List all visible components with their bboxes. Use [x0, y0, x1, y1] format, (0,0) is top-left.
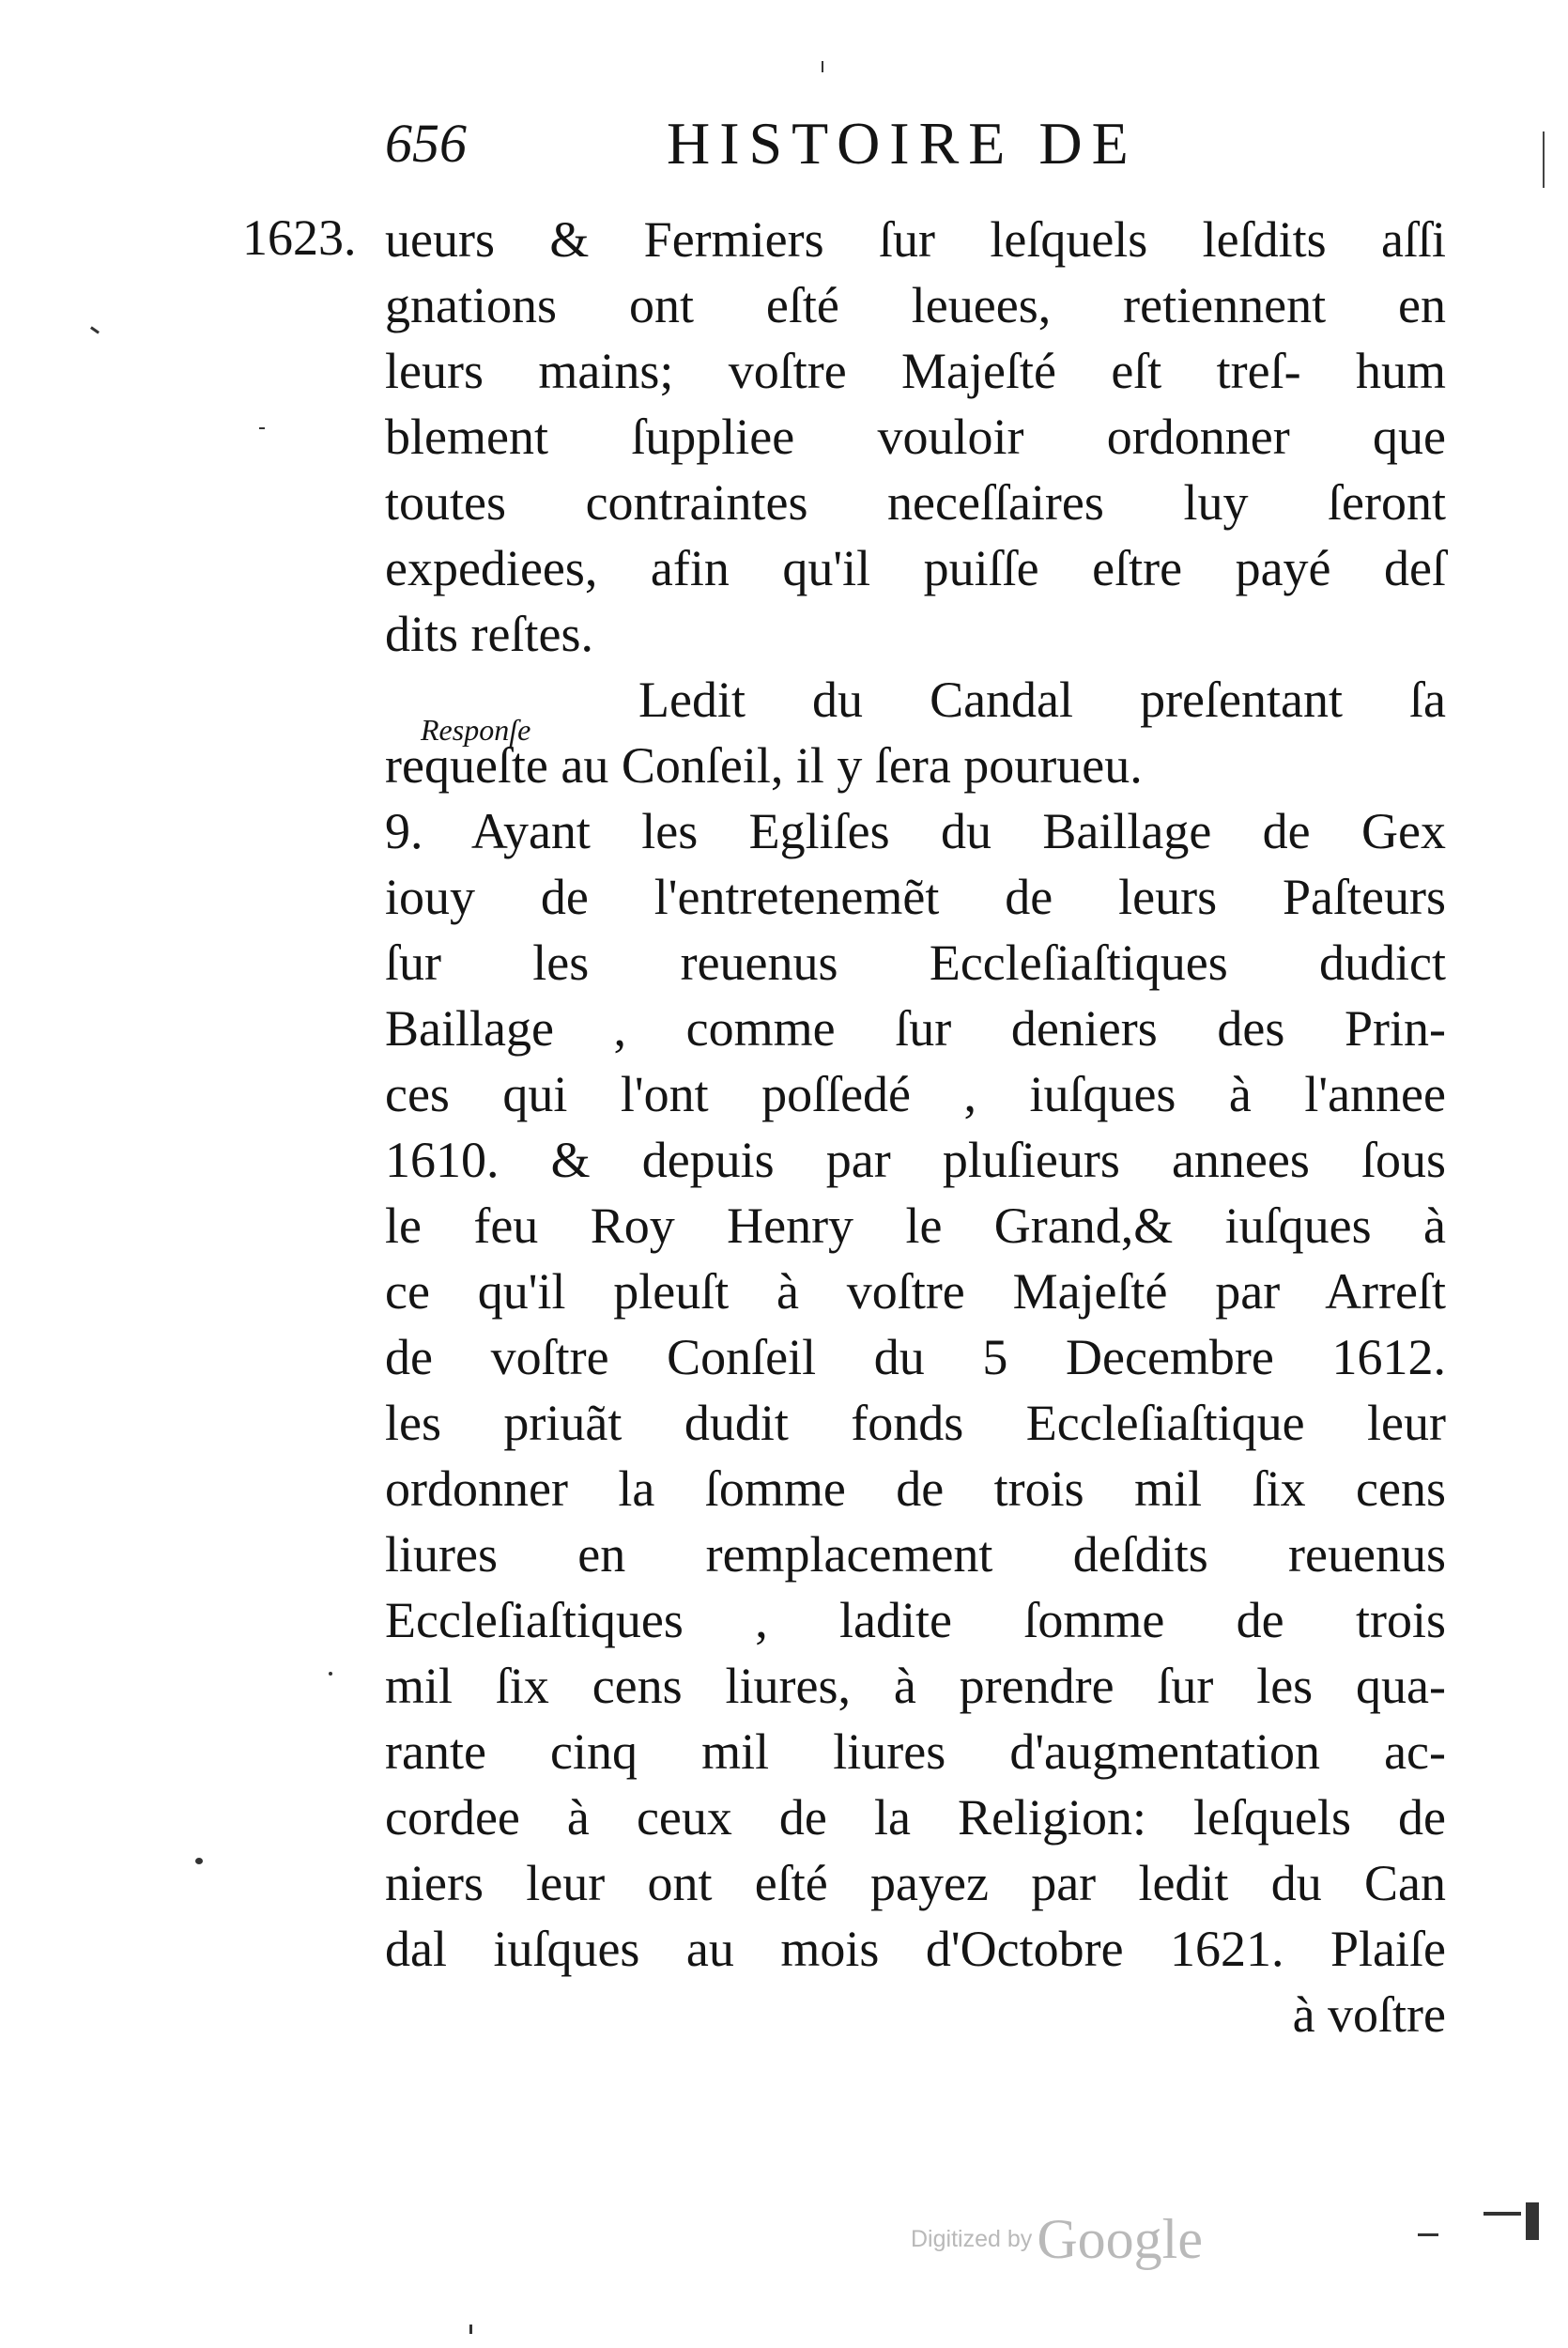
- running-head: HISTOIRE DE: [667, 110, 1138, 177]
- text-line: toutes contraintes neceſſaires luy ſeront: [385, 474, 1446, 531]
- text-line: ueurs & Fermiers ſur leſquels leſdits aſſi: [385, 211, 1446, 268]
- text-line: ce qu'il pleuſt à voſtre Majeſté par Arreſt: [385, 1263, 1446, 1320]
- text-line: liures en remplacement deſdits reuenus: [385, 1526, 1446, 1583]
- page-speck: [469, 2325, 472, 2334]
- text-line: 1610. & depuis par pluſieurs annees ſous: [385, 1132, 1446, 1188]
- text-line: cordee à ceux de la Religion: leſquels de: [385, 1789, 1446, 1846]
- page-header: [385, 111, 1277, 195]
- text-line: leurs mains; voſtre Majeſté eſt treſ- hum: [385, 343, 1446, 399]
- text-line: Ledit du Candal preſentant ſa: [638, 672, 1446, 728]
- text-line: requeſte au Conſeil, il y ſera pourueu.: [385, 737, 1143, 794]
- watermark-logo: Google: [1037, 2208, 1203, 2270]
- text-line: ces qui l'ont poſſedé , iuſques à l'annee: [385, 1066, 1446, 1122]
- text-line: le feu Roy Henry le Grand,& iuſques à: [385, 1197, 1446, 1254]
- page-speck: [259, 427, 265, 429]
- text-line: Eccleſiaſtiques , ladite ſomme de trois: [385, 1592, 1446, 1648]
- text-line: 9. Ayant les Egliſes du Baillage de Gex: [385, 803, 1446, 859]
- text-line: blement ſuppliee vouloir ordonner que: [385, 409, 1446, 465]
- text-line: expediees, afin qu'il puiſſe eſtre payé deſ: [385, 540, 1446, 596]
- page-edge-mark: [1543, 131, 1545, 188]
- text-line: dal iuſques au mois d'Octobre 1621. Plaiſe: [385, 1921, 1446, 1977]
- page-speck: [1483, 2212, 1521, 2216]
- watermark-prefix: Digitized by: [911, 2226, 1033, 2252]
- text-line: ordonner la ſomme de trois mil ſix cens: [385, 1460, 1446, 1517]
- text-line: Baillage , comme ſur deniers des Prin-: [385, 1000, 1446, 1057]
- margin-response-label: Responſe: [421, 713, 531, 747]
- margin-year: 1623.: [242, 209, 357, 266]
- page-speck: [1418, 2233, 1438, 2236]
- body-text: [385, 207, 1446, 2047]
- page-speck: [329, 1672, 332, 1676]
- page-speck: [195, 1858, 203, 1864]
- page-number: 656: [385, 113, 467, 174]
- page-speck: [1526, 2202, 1539, 2240]
- text-line: ſur les reuenus Eccleſiaſtiques dudict: [385, 935, 1446, 991]
- page-speck: [822, 61, 823, 72]
- text-line: dits reſtes.: [385, 606, 593, 662]
- text-line: de voſtre Conſeil du 5 Decembre 1612.: [385, 1329, 1446, 1385]
- text-line: rante cinq mil liures d'augmentation ac-: [385, 1723, 1446, 1780]
- text-line: gnations ont eſté leuees, retiennent en: [385, 277, 1446, 333]
- text-line: les priuãt dudit fonds Eccleſiaſtique leur: [385, 1395, 1446, 1451]
- catchword: à voſtre: [1292, 1986, 1446, 2043]
- text-line: iouy de l'entretenemẽt de leurs Paſteurs: [385, 869, 1446, 925]
- text-line: mil ſix cens liures, à prendre ſur les qua-: [385, 1658, 1446, 1714]
- text-line: niers leur ont eſté payez par ledit du Can: [385, 1855, 1446, 1911]
- page-speck: [90, 326, 100, 333]
- digitization-watermark: [911, 2207, 1203, 2273]
